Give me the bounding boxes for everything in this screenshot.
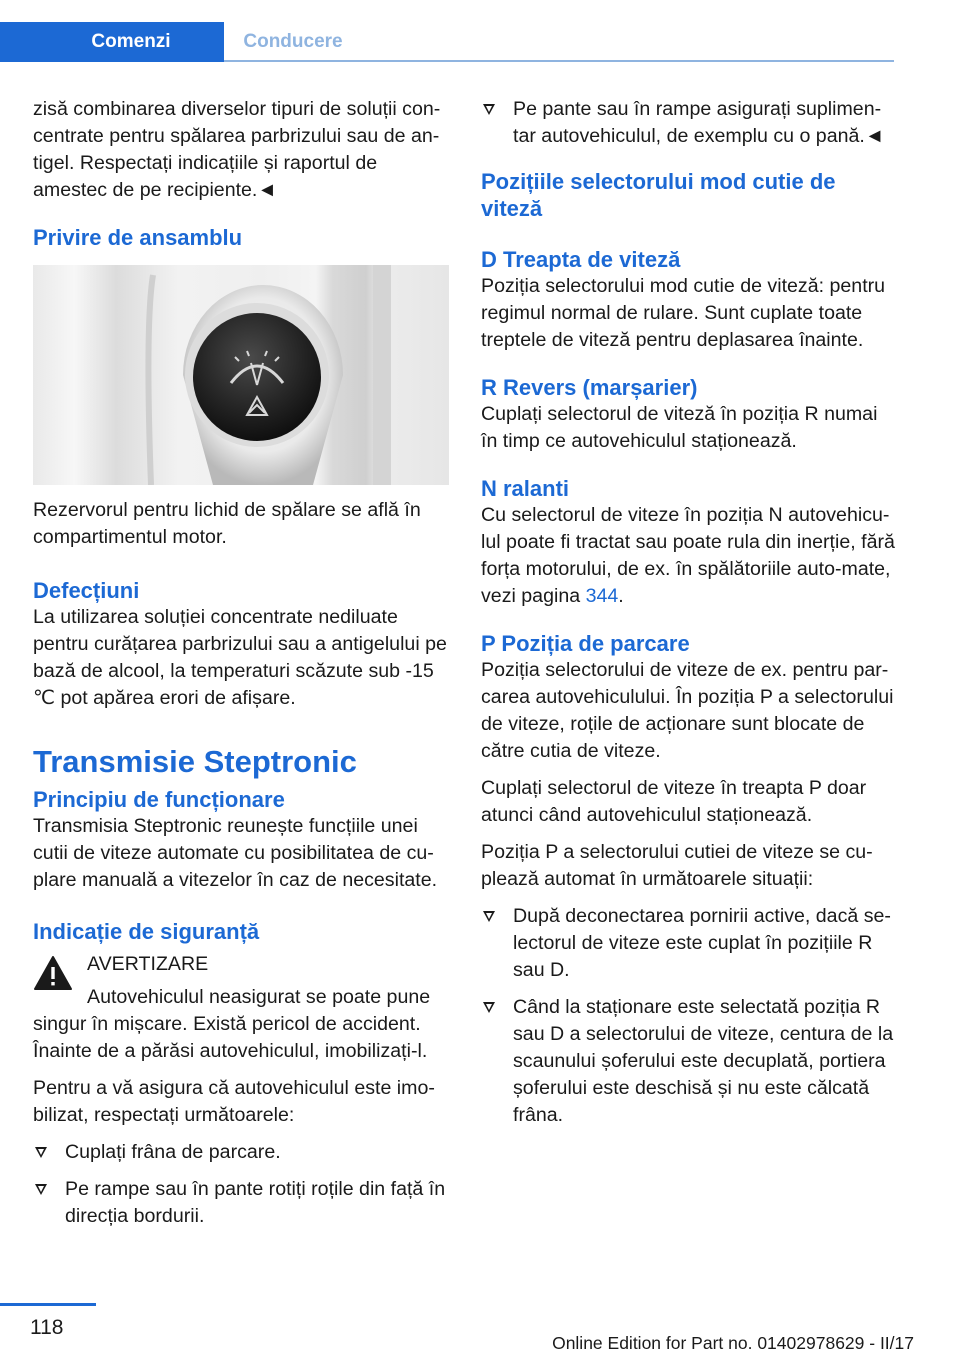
list-item: Pe rampe sau în pante rotiți roțile din față în direcția bordurii. bbox=[33, 1176, 449, 1230]
left-column bbox=[33, 96, 449, 1240]
page-link-344[interactable]: 344 bbox=[585, 585, 619, 607]
list-item: Când la staționare este selectată poziția R sau D a selectorului de viteze, centura de la scaunului șoferului este decuplată, portiera șoferului este deschisă și nu este călcată frâna. bbox=[481, 994, 897, 1129]
gear-d-paragraph: Poziția selectorului mod cutie de viteză: pentru regimul normal de rulare. Sunt cuplate toate treptele de viteză pentru deplasarea înainte. bbox=[481, 275, 886, 351]
warning-triangle-icon bbox=[33, 955, 73, 991]
gear-p-paragraph-3: Poziția P a selectorului cutiei de viteze se cu-plează automat în următoarele situații: bbox=[481, 841, 873, 890]
footer-divider bbox=[0, 1303, 96, 1306]
heading-gear-r: R Revers (marșarier) bbox=[481, 375, 698, 400]
list-item: Pe pante sau în rampe asigurați suplimen-tar autovehiculul, de exemplu cu o pană.◄ bbox=[481, 96, 897, 150]
heading-safety: Indicație de siguranță bbox=[33, 919, 260, 944]
bullet-triangle-icon bbox=[483, 911, 495, 922]
tab-comenzi[interactable]: Comenzi bbox=[0, 22, 224, 62]
photo-caption: Rezervorul pentru lichid de spălare se află în compartimentul motor. bbox=[33, 499, 421, 548]
bullet-triangle-icon bbox=[483, 1002, 495, 1013]
page-header bbox=[0, 0, 960, 64]
heading-gear-p: P Poziția de parcare bbox=[481, 631, 690, 656]
gear-p-paragraph-1: Poziția selectorului de viteze de ex. pentru par-carea autovehiculului. În poziția P a selectorului de viteze, roțile de acționare sunt blocate de către cutia de viteze. bbox=[481, 659, 894, 762]
gear-p-paragraph-2: Cuplați selectorul de viteze în treapta P doar atunci când autovehiculul staționează. bbox=[481, 777, 867, 826]
bullet-triangle-icon bbox=[483, 104, 495, 115]
heading-selector-positions: Pozițiile selectorului mod cutie de viteză bbox=[481, 169, 836, 221]
heading-faults: Defecțiuni bbox=[33, 578, 140, 603]
warning-block bbox=[33, 951, 449, 1065]
heading-principle: Principiu de funcționare bbox=[33, 787, 285, 812]
warning-text: Autovehiculul neasigurat se poate pune singur în mișcare. Există pericol de accident. Înainte de a părăsi autovehiculul, imobilizați-l. bbox=[33, 986, 431, 1062]
heading-gear-d: D Treapta de viteză bbox=[481, 247, 681, 272]
secure-paragraph: Pentru a vă asigura că autovehiculul este imo-bilizat, respectați următoarele: bbox=[33, 1077, 435, 1126]
right-column bbox=[481, 96, 897, 1139]
edition-note: Online Edition for Part no. 01402978629 - II/17 bbox=[552, 1333, 914, 1353]
tab-conducere[interactable]: Conducere bbox=[243, 31, 343, 52]
heading-steptronic: Transmisie Steptronic bbox=[33, 744, 357, 779]
heading-overview: Privire de ansamblu bbox=[33, 225, 243, 250]
list-item: După deconectarea pornirii active, dacă se-lectorul de viteze este cuplat în pozițiile R sau D. bbox=[481, 903, 897, 984]
page-number: 118 bbox=[30, 1316, 64, 1339]
reservoir-cap-illustration bbox=[33, 265, 449, 485]
gear-n-paragraph: Cu selectorul de viteze în poziția N autovehicu-lul poate fi tractat sau poate rula din inerție, fără forța motorului, de ex. în spălătoriile auto-mate, vezi pagina 344. bbox=[481, 504, 895, 607]
list-item: Cuplați frâna de parcare. bbox=[33, 1139, 449, 1166]
principle-paragraph: Transmisia Steptronic reunește funcțiile unei cutii de viteze automate cu posibilitatea de cu-plare manuală a vitezelor în caz de necesitate. bbox=[33, 815, 438, 891]
header-divider bbox=[224, 60, 894, 62]
bullet-triangle-icon bbox=[35, 1147, 47, 1158]
warning-title: AVERTIZARE bbox=[87, 953, 209, 975]
intro-paragraph: zisă combinarea diverselor tipuri de soluții con-centrate pentru spălarea parbrizului sau de an-tigel. Respectați indicațiile și raportul de amestec de pe recipiente.◄ bbox=[33, 98, 441, 201]
gear-r-paragraph: Cuplați selectorul de viteză în poziția R numai în timp ce autovehiculul staționează. bbox=[481, 403, 878, 452]
washer-reservoir-photo bbox=[33, 265, 449, 485]
bullet-triangle-icon bbox=[35, 1184, 47, 1195]
faults-paragraph: La utilizarea soluției concentrate nediluate pentru curățarea parbrizului sau a antigelului pe bază de alcool, la temperaturi scăzute sub ‑15 ℃ pot apărea erori de afișare. bbox=[33, 606, 447, 709]
heading-gear-n: N ralanti bbox=[481, 476, 570, 501]
